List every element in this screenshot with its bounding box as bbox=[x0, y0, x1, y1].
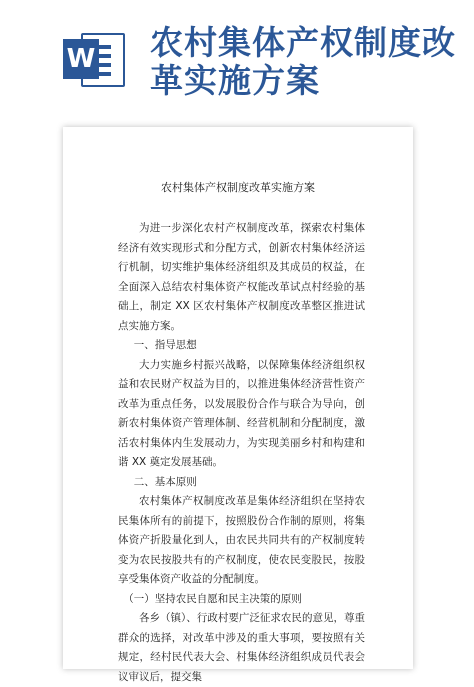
section-heading: 一、指导思想 bbox=[133, 339, 197, 351]
banner-title: 农村集体产权制度改革实施方案 bbox=[150, 23, 456, 100]
intro-paragraph: 为进一步深化农村产权制度改革，探索农村集体经济有效实现形式和分配方式，创新农村集体经济运行机制，切实维护集体经济组织及其成员的权益，在全面深入总结农村集体资产权能改革试点村经验的基础上，制定 XX 区农村集体产权制度改革整区推进试点实施方案。 bbox=[118, 222, 365, 332]
section-paragraph: 农村集体产权制度改革是集体经济组织在坚持农民集体所有的前提下，按照股份合作制的原则，将集体资产折股量化到人，由农民共同共有的产权制度转变为农民按股共有的产权制度，使农民变股民，按股享受集体资产收益的分配制度。 bbox=[118, 495, 365, 585]
document-body bbox=[118, 219, 365, 687]
document-page bbox=[63, 127, 413, 683]
subsection-heading: （一）坚持农民自愿和民主决策的原则 bbox=[123, 592, 302, 605]
section-heading: 二、基本原则 bbox=[133, 475, 197, 488]
subsection-paragraph: 各乡（镇）、行政村要广泛征求农民的意见，尊重群众的选择，对改革中涉及的重大事项，要按照有关规定，经村民代表大会、村集体经济组织成员代表会议审议后，提交集 bbox=[118, 612, 365, 683]
word-badge: W bbox=[63, 39, 99, 79]
section-paragraph: 大力实施乡村振兴战略，以保障集体经济组织权益和农民财产权益为目的，以推进集体经济营性资产改革为重点任务，以发展股份合作与联合为导向，创新农村集体资产管理体制、经营机制和分配制度，激活农村集体内生发展动力，为实现美丽乡村和构建和谐 XX 奠定发展基础。 bbox=[118, 358, 365, 468]
word-document-icon bbox=[63, 27, 127, 91]
banner bbox=[0, 0, 474, 120]
document-title: 农村集体产权制度改革实施方案 bbox=[161, 181, 315, 194]
